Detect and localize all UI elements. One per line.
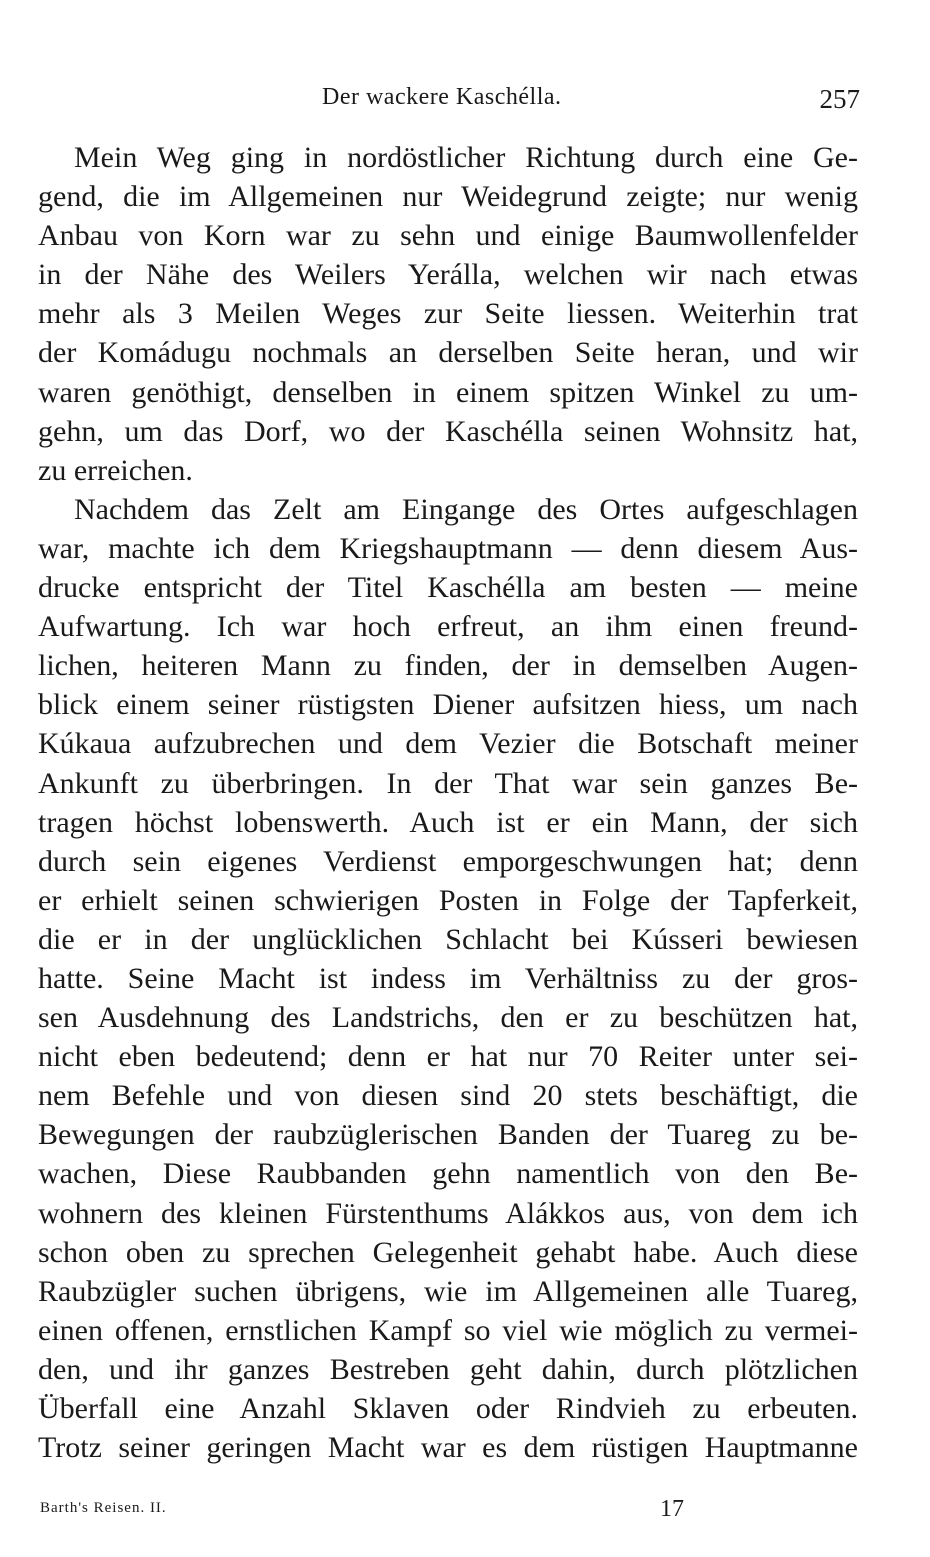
text-line: gend, die im Allgemeinen nur Weidegrund zeigte; nur wenig [38,180,858,214]
text-line: drucke entspricht der Titel Kaschélla am besten — meine [38,571,858,605]
text-line: sen Ausdehnung des Landstrichs, den er zu beschützen hat, [38,1001,858,1035]
text-line: gehn, um das Dorf, wo der Kaschélla seinen Wohnsitz hat, [38,414,858,448]
text-line: einen offenen, ernstlichen Kampf so viel wie möglich zu vermei- [38,1313,858,1347]
paragraph [38,490,858,1467]
paragraph [38,138,858,490]
paragraph-container [38,138,858,1467]
text-line: Mein Weg ging in nordöstlicher Richtung durch eine Ge- [74,141,858,174]
text-line: blick einem seiner rüstigsten Diener aufsitzen hiess, um nach [38,688,858,722]
text-line: Überfall eine Anzahl Sklaven oder Rindvieh zu erbeuten. [38,1392,858,1425]
text-line: den, und ihr ganzes Bestreben geht dahin, durch plötzlichen [38,1352,858,1386]
page-number: 257 [819,84,860,114]
text-line: wachen, Diese Raubbanden gehn namentlich von den Be- [38,1157,858,1191]
text-line: war, machte ich dem Kriegshauptmann — denn diesem Aus- [38,531,858,565]
text-line: der Komádugu nochmals an derselben Seite heran, und wir [38,336,858,370]
text-line: Raubzügler suchen übrigens, wie im Allgemeinen alle Tuareg, [38,1274,858,1308]
text-line: Bewegungen der raubzüglerischen Banden der Tuareg zu be- [38,1118,858,1152]
text-line: waren genöthigt, denselben in einem spitzen Winkel zu um- [38,375,858,409]
text-line: mehr als 3 Meilen Weges zur Seite liessen. Weiterhin trat [38,297,858,331]
text-line: Aufwartung. Ich war hoch erfreut, an ihm einen freund- [38,610,858,644]
page-footer [40,1494,860,1524]
text-line: schon oben zu sprechen Gelegenheit gehabt habe. Auch diese [38,1235,858,1269]
page-header [40,84,870,124]
body-text [38,138,858,1467]
text-line: Kúkaua aufzubrechen und dem Vezier die Botschaft meiner [38,727,858,761]
signature-mark: 17 [660,1496,684,1522]
text-line: er erhielt seinen schwierigen Posten in Folge der Tapferkeit, [38,883,858,917]
text-line: Trotz seiner geringen Macht war es dem rüstigen Hauptmanne [38,1431,858,1465]
text-line: die er in der unglücklichen Schlacht bei Kússeri bewiesen [38,922,858,956]
text-line: durch sein eigenes Verdienst emporgeschwungen hat; denn [38,844,858,878]
text-line: zu erreichen. [38,453,193,487]
text-line: hatte. Seine Macht ist indess im Verhältniss zu der gros- [38,961,858,995]
text-line: nicht eben bedeutend; denn er hat nur 70 Reiter unter sei- [38,1040,858,1074]
text-line: wohnern des kleinen Fürstenthums Alákkos aus, von dem ich [38,1196,858,1230]
printer-signature: Barth's Reisen. II. [40,1500,167,1516]
text-line: in der Nähe des Weilers Yerálla, welchen wir nach etwas [38,258,858,292]
text-line: lichen, heiteren Mann zu finden, der in demselben Augen- [38,649,858,683]
running-title: Der wackere Kaschélla. [322,84,562,110]
text-line: Ankunft zu überbringen. In der That war sein ganzes Be- [38,766,858,800]
text-line: Nachdem das Zelt am Eingange des Ortes aufgeschlagen [74,492,858,526]
text-line: Anbau von Korn war zu sehn und einige Baumwollenfelder [38,219,858,253]
text-line: nem Befehle und von diesen sind 20 stets beschäftigt, die [38,1079,858,1113]
text-line: tragen höchst lobenswerth. Auch ist er ein Mann, der sich [38,805,858,839]
